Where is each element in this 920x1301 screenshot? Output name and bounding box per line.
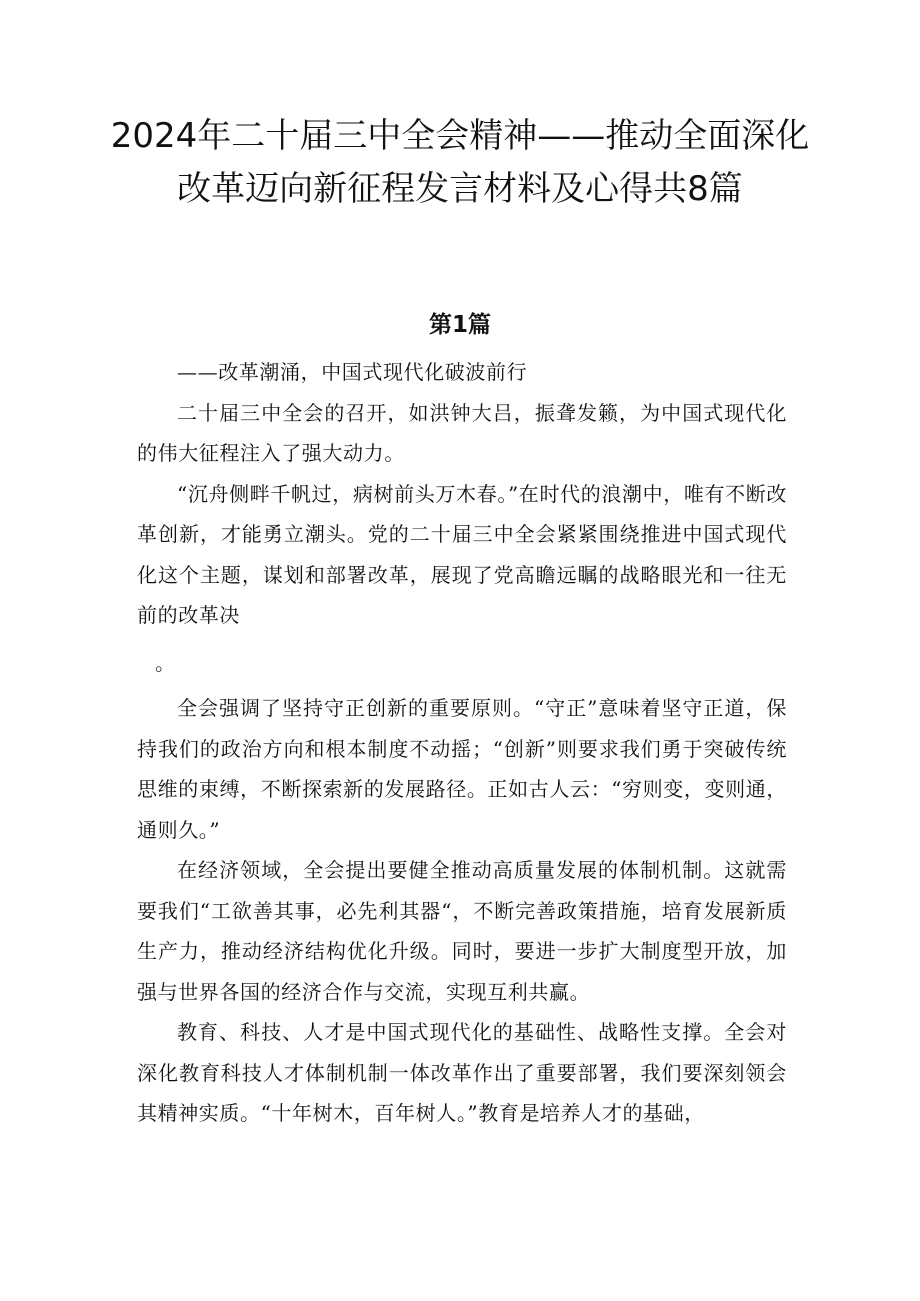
paragraph: 全会强调了坚持守正创新的重要原则。“守正”意味着坚守正道，保持我们的政治方向和根本制度不动摇；“创新”则要求我们勇于突破传统思维的束缚，不断探索新的发展路径。正如古人云：“穷则变，变则通，通则久。” — [137, 696, 787, 842]
document-body — [137, 352, 787, 1134]
paragraph: “沉舟侧畔千帆过，病树前头万木春。”在时代的浪潮中，唯有不断改革创新，才能勇立潮头。党的二十届三中全会紧紧围绕推进中国式现代化这个主题，谋划和部署改革，展现了党高瞻远瞩的战略眼光和一往无前的改革决 — [137, 481, 787, 627]
paragraph: 在经济领域，全会提出要健全推动高质量发展的体制机制。这就需要我们“工欲善其事，必先利其器“，不断完善政策措施，培育发展新质生产力，推动经济结构优化升级。同时，要进一步扩大制度型开放，加强与世界各国的经济合作与交流，实现互利共赢。 — [137, 858, 787, 1004]
document-title: 2024年二十届三中全会精神——推动全面深化改革迈向新征程发言材料及心得共8篇 — [110, 116, 810, 209]
section-subtitle: ——改革潮涌，中国式现代化破波前行 — [177, 360, 528, 384]
paragraph: 教育、科技、人才是中国式现代化的基础性、战略性支撑。全会对深化教育科技人才体制机制一体改革作出了重要部署，我们要深刻领会其精神实质。“十年树木，百年树人。”教育是培养人才的基础， — [137, 1020, 787, 1125]
paragraph: 二十届三中全会的召开，如洪钟大吕，振聋发籁，为中国式现代化的伟大征程注入了强大动力。 — [137, 400, 787, 465]
paragraph-fragment: 。 — [155, 650, 176, 675]
section-heading: 第1篇 — [428, 312, 491, 338]
